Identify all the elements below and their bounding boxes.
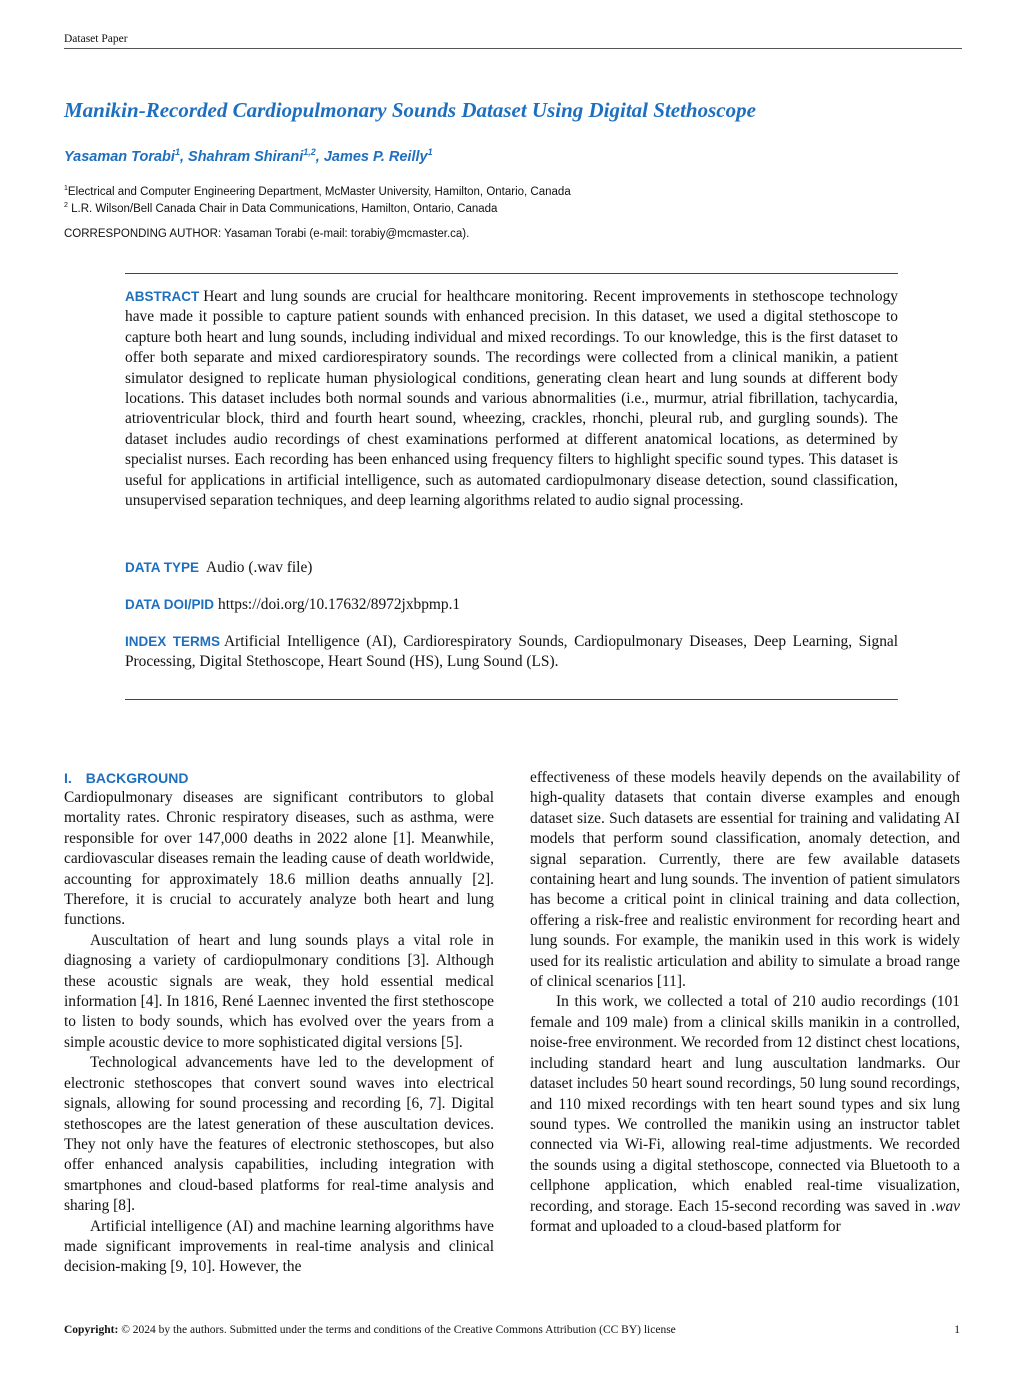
author-affil-sup: 1,2 bbox=[303, 147, 316, 157]
data-type bbox=[125, 558, 898, 578]
corresponding-author: CORRESPONDING AUTHOR: Yasaman Torabi (e-mail: torabiy@mcmaster.ca). bbox=[64, 228, 470, 240]
copyright-label: Copyright: bbox=[64, 1324, 119, 1336]
abstract-top-rule bbox=[125, 273, 898, 274]
right-column bbox=[530, 768, 960, 1237]
file-extension: .wav bbox=[931, 1197, 960, 1215]
abstract-label: ABSTRACT bbox=[125, 289, 200, 304]
author-affil-sup: 1 bbox=[427, 147, 433, 157]
affiliation-text: Electrical and Computer Engineering Department, McMaster University, Hamilton, Ontario, Canada bbox=[67, 185, 571, 198]
paper-title: Manikin-Recorded Cardiopulmonary Sounds Dataset Using Digital Stethoscope bbox=[64, 98, 756, 122]
body-text: In this work, we collected a total of 210 audio recordings (101 female and 109 male) from a clinical skills manikin in a controlled, noise-free environment. We recorded from 12 distinct chest locations, including standard heart and lung auscultation landmarks. Our dataset includes 50 heart sound recordings, 50 lung sound recordings, and 110 mixed recordings with ten heart sound types and six lung sound types. We controlled the manikin using an instructor tablet connected via Wi-Fi, allowing real-time adjustments. We recorded the sounds using a digital stethoscope, connected via Bluetooth to a cellphone application, which enabled real-time visualization, recording, and storage. Each 15-second recording was saved in bbox=[530, 993, 960, 1215]
author-list bbox=[64, 147, 433, 165]
body-text: format and uploaded to a cloud-based platform for bbox=[530, 1217, 841, 1235]
author-separator: , bbox=[315, 148, 324, 165]
section-heading bbox=[64, 768, 494, 788]
footer-copyright bbox=[64, 1324, 676, 1336]
author-name: Yasaman Torabi bbox=[64, 148, 175, 165]
body-paragraph: Auscultation of heart and lung sounds plays a vital role in diagnosing a variety of cardiopulmonary conditions [3]. Although these acoustic signals are weak, they hold essential medical information [4]. In 1816, René Laennec invented the first stethoscope to listen to body sounds, which has evolved over the years from a simple acoustic device to more sophisticated digital versions [5]. bbox=[64, 931, 494, 1051]
data-doi bbox=[125, 595, 898, 615]
left-column bbox=[64, 768, 494, 1278]
section-title: BACKGROUND bbox=[85, 770, 189, 786]
data-doi-label: DATA DOI/PID bbox=[125, 597, 214, 612]
affiliation-text: L.R. Wilson/Bell Canada Chair in Data Communications, Hamilton, Ontario, Canada bbox=[67, 202, 498, 215]
page-number: 1 bbox=[954, 1324, 960, 1336]
header-rule bbox=[64, 48, 962, 49]
data-type-text: Audio (.wav file) bbox=[203, 559, 313, 576]
index-terms-label: INDEX TERMS bbox=[125, 634, 221, 649]
affiliation-sup: 1 bbox=[64, 185, 68, 192]
body-paragraph bbox=[530, 992, 960, 1237]
author-name: Shahram Shirani bbox=[188, 148, 304, 165]
abstract bbox=[125, 287, 898, 511]
abstract-text: Heart and lung sounds are crucial for healthcare monitoring. Recent improvements in stethoscope technology have made it possible to capture patient sounds with enhanced precision. In this dataset, we used a digital stethoscope to capture both heart and lung sounds, including individual and mixed recordings. To our knowledge, this is the first dataset to offer both separate and mixed cardiorespiratory sounds. The recordings were collected from a clinical manikin, a patient simulator designed to replicate human physiological conditions, generating clean heart and lung sounds at different body locations. This dataset includes both normal sounds and various abnormalities (i.e., murmur, atrial fibrillation, tachycardia, atrioventricular block, third and fourth heart sound, wheezing, crackles, rhonchi, pleural rub, and gurgling sounds). The dataset includes audio recordings of chest examinations performed at different anatomical locations, as determined by specialist nurses. Each recording has been enhanced using frequency filters to highlight specific sound types. This dataset is useful for applications in artificial intelligence, such as automated cardiopulmonary disease detection, sound classification, unsupervised separation techniques, and deep learning algorithms related to audio signal processing. bbox=[125, 288, 898, 510]
index-terms-text: Artificial Intelligence (AI), Cardiorespiratory Sounds, Cardiopulmonary Diseases, Deep Learning, Signal Processing, Digital Stethoscope, Heart Sound (HS), Lung Sound (LS). bbox=[125, 633, 898, 671]
section-number: I. bbox=[64, 770, 72, 786]
body-paragraph: Technological advancements have led to the development of electronic stethoscopes that convert sound waves into electrical signals, allowing for sound processing and recording [6, 7]. Digital stethoscopes are the latest generation of these auscultation devices. They not only have the features of electronic stethoscopes, but also offer enhanced analysis capabilities, including integration with smartphones and cloud-based platforms for real-time analysis and sharing [8]. bbox=[64, 1054, 494, 1215]
running-header: Dataset Paper bbox=[64, 33, 128, 45]
copyright-text: © 2024 by the authors. Submitted under the terms and conditions of the Creative Commons Attribution (CC BY) license bbox=[118, 1324, 676, 1336]
affiliation-sup: 2 bbox=[64, 202, 68, 209]
affiliation bbox=[64, 202, 497, 215]
body-paragraph: effectiveness of these models heavily depends on the availability of high-quality datasets that contain diverse examples and enough dataset size. Such datasets are essential for training and validating AI models that perform sound classification, anomaly detection, and signal separation. Currently, there are few available datasets containing heart and lung sounds. The invention of patient simulators has become a critical point in clinical training and data collection, offering a risk-free and realistic environment for recording heart and lung sounds. For example, the manikin used in this work is widely used for its realistic articulation and ability to simulate a broad range of clinical scenarios [11]. bbox=[530, 769, 960, 991]
body-paragraph: Cardiopulmonary diseases are significant contributors to global mortality rates. Chronic respiratory diseases, such as asthma, were responsible for over 147,000 deaths in 2022 alone [1]. Meanwhile, cardiovascular diseases remain the leading cause of death worldwide, accounting for approximately 18.6 million deaths annually [2]. Therefore, it is crucial to accurately analyze both heart and lung functions. bbox=[64, 789, 494, 929]
affiliation bbox=[64, 185, 571, 198]
data-type-label: DATA TYPE bbox=[125, 560, 199, 575]
body-paragraph: Artificial intelligence (AI) and machine learning algorithms have made significant improvements in real-time analysis and clinical decision-making [9, 10]. However, the bbox=[64, 1217, 494, 1276]
data-doi-link[interactable]: https://doi.org/10.17632/8972jxbpmp.1 bbox=[218, 596, 461, 613]
abstract-bottom-rule bbox=[125, 699, 898, 700]
author-separator: , bbox=[179, 148, 189, 165]
index-terms bbox=[125, 632, 898, 673]
author-name: James P. Reilly bbox=[323, 148, 428, 165]
author-affil-sup: 1 bbox=[174, 147, 180, 157]
